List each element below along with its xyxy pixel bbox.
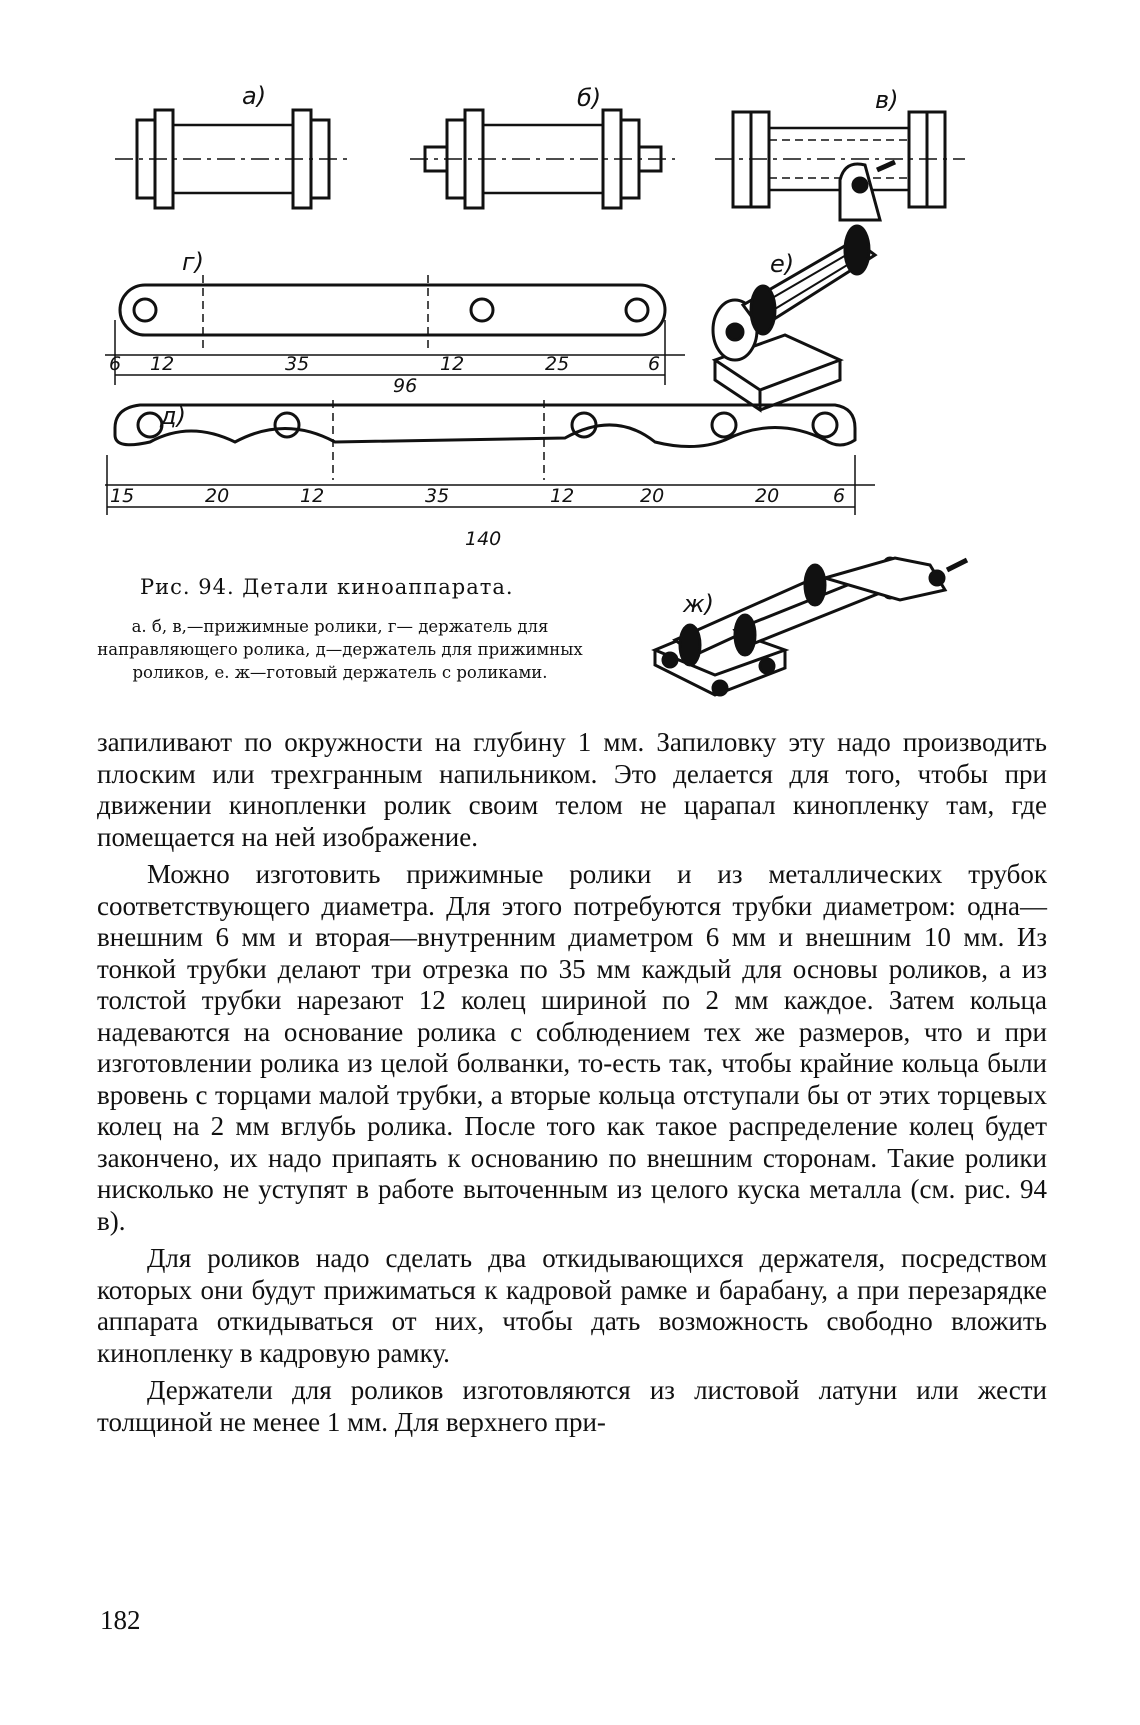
paragraph-2: Можно изготовить прижимные ролики и из металлических трубок соответствующего диаметра. Для этого потребуются трубки диаметром: одна—внешним 6 мм и вторая—внутренним диаметром 6 мм и внешним 10 мм. Из тонкой трубки делают три отрезка по 35 мм каждый для основы роликов, а из толстой трубки нарезают 12 колец шириной по 2 мм каждое. Затем кольца надеваются на основание ролика с соблюдением тех же размеров, что и при изготовлении ролика из целой болванки, то-есть так, чтобы крайние кольца были вровень с торцами малой трубки, а вторые кольца отступали бы от этих торцевых колец на 2 мм вглубь ролика. После того как такое распределение колец будет закончено, их надо припаять к основанию по внешним сторонам. Такие ролики нисколько не уступят в работе выточенным из целого куска металла (см. рис. 94 в). <box>97 859 1047 1236</box>
dim-g-5: 25 <box>545 353 570 375</box>
roller-b-drawing <box>410 110 675 208</box>
holder-zh-drawing <box>655 558 967 695</box>
dim-d-8: 6 <box>833 485 846 507</box>
label-b: б) <box>577 84 602 112</box>
label-g: г) <box>182 248 204 276</box>
holder-g-drawing <box>105 275 685 385</box>
page-number: 182 <box>100 1605 141 1635</box>
dim-g-4: 12 <box>440 353 465 375</box>
label-d: д) <box>160 402 186 430</box>
label-v: в) <box>875 86 899 114</box>
paragraph-1: запиливают по окружности на глубину 1 мм. Запиловку эту надо производить плоским или трехгранным напильником. Это делается для того, чтобы при движении кинопленки ролик своим телом не царапал кинопленку там, где помещается на ней изображение. <box>97 727 1047 852</box>
figure-caption-text: а. б, в,—прижимные ролики, г— держатель для направляющего ролика, д—держатель для прижимных роликов, е. ж—готовый держатель с роликами. <box>97 617 583 682</box>
body-text <box>97 727 1047 1444</box>
label-zh: ж) <box>683 590 714 618</box>
dim-d-7: 20 <box>755 485 780 507</box>
dim-g-1: 6 <box>109 353 122 375</box>
dim-d-total: 140 <box>465 528 502 550</box>
label-e: е) <box>770 250 795 278</box>
paragraph-3: Для роликов надо сделать два откидывающихся держателя, посредством которых они будут прижиматься к кадровой рамке и барабану, а при перезарядке аппарата откидываться от них, чтобы дать возможность свободно вложить кинопленку в кадровую рамку. <box>97 1243 1047 1368</box>
dim-d-3: 12 <box>300 485 325 507</box>
label-a: а) <box>242 82 267 110</box>
dim-d-5: 12 <box>550 485 575 507</box>
roller-a-drawing <box>115 110 350 208</box>
dim-g-2: 12 <box>150 353 175 375</box>
dim-g-3: 35 <box>285 353 310 375</box>
figure-caption-title: Рис. 94. Детали киноаппарата. <box>140 575 514 599</box>
dim-d-4: 35 <box>425 485 450 507</box>
dim-d-2: 20 <box>205 485 230 507</box>
dim-g-total: 96 <box>393 375 418 397</box>
dim-d-6: 20 <box>640 485 665 507</box>
paragraph-4: Держатели для роликов изготовляются из листовой латуни или жести толщиной не менее 1 мм. Для верхнего при- <box>97 1375 1047 1437</box>
holder-e-drawing <box>713 162 895 410</box>
dim-d-1: 15 <box>110 485 135 507</box>
dim-g-6: 6 <box>648 353 661 375</box>
